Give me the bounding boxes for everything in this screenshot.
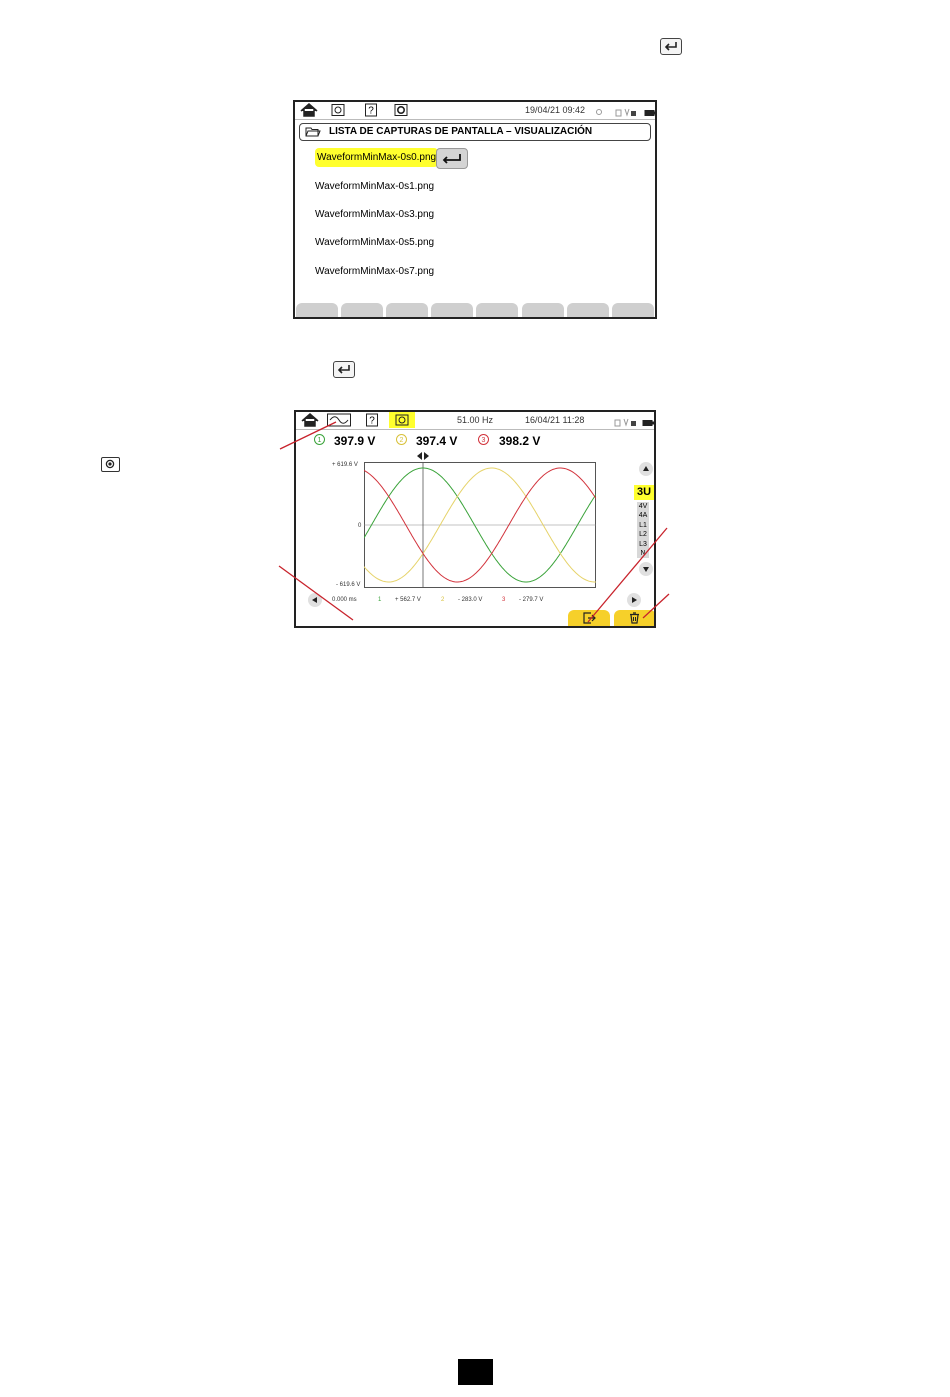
mode-option[interactable]: L2 [639,531,647,539]
page-number-box [458,1359,493,1385]
cursor-phase-2-value: - 283.0 V [458,597,483,603]
phase-2-voltage: 397.4 V [416,434,458,448]
status-datetime: 16/04/21 11:28 [525,415,585,425]
phase-1-voltage: 397.9 V [334,434,376,448]
mode-option[interactable]: 4V [638,503,648,510]
phase-3-marker: 3 [478,434,489,445]
mode-option[interactable]: L1 [639,521,647,529]
cursor-phase-2-marker: 2 [441,597,445,603]
phase-2-marker: 2 [396,434,407,445]
mode-selected[interactable]: 3U [634,485,654,500]
y-axis-bottom-label: - 619.6 V [336,582,361,588]
phase-3-voltage: 398.2 V [499,434,541,448]
file-item[interactable]: WaveformMinMax-0s5.png [315,237,435,248]
cursor-phase-1-marker: 1 [378,597,382,603]
file-item[interactable]: WaveformMinMax-0s7.png [315,266,435,277]
y-axis-zero-label: 0 [358,523,362,529]
status-datetime: 19/04/21 09:42 [525,105,586,115]
cursor-phase-3-value: - 279.7 V [519,597,544,603]
callout-line-2 [279,566,353,620]
callout-line-3 [588,528,667,622]
status-frequency: 51.00 Hz [457,415,494,425]
mode-option[interactable]: L3 [639,540,647,548]
mode-option[interactable]: 4A [638,512,648,520]
page-title: LISTA DE CAPTURAS DE PANTALLA – VISUALIZACIÓN [329,126,593,137]
svg-text:?: ? [368,105,374,117]
file-item-selected[interactable]: WaveformMinMax-0s0.png [315,148,438,167]
svg-text:?: ? [369,415,375,427]
file-item[interactable]: WaveformMinMax-0s1.png [315,181,435,192]
cursor-phase-1-value: + 562.7 V [395,597,421,603]
callout-line-1 [280,422,336,449]
file-item[interactable]: WaveformMinMax-0s3.png [315,209,435,220]
callout-line-4 [643,594,669,618]
cursor-phase-3-marker: 3 [502,597,506,603]
mode-option[interactable]: N [640,549,646,557]
phase-1-marker: 1 [314,434,325,445]
cursor-time: 0.000 ms [332,597,357,603]
y-axis-top-label: + 619.6 V [332,462,358,468]
